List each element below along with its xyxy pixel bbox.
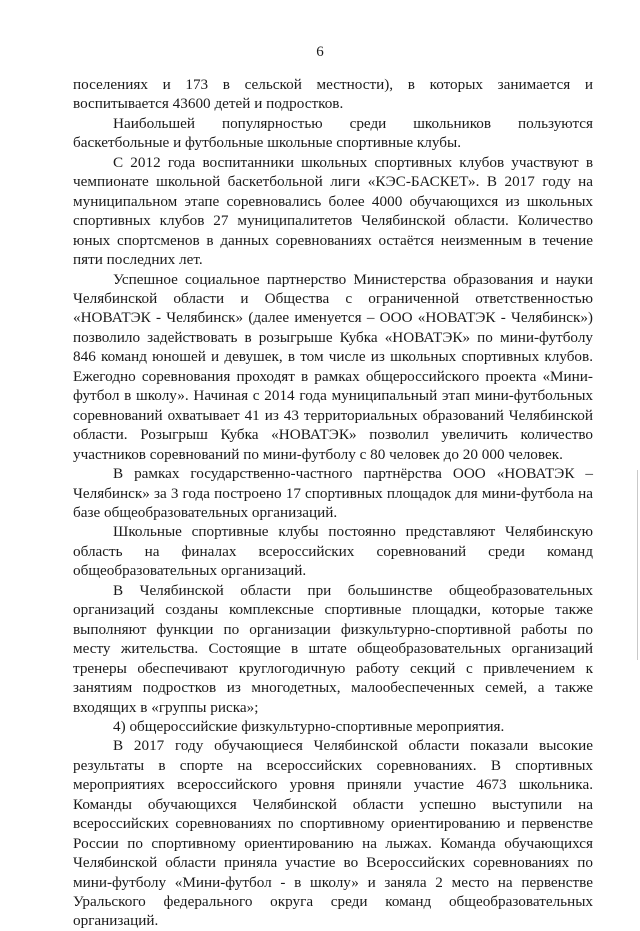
paragraph-popular-clubs: Наибольшей популярностью среди школьников пользуются баскетбольные и футбольные школьные спортивные клубы. <box>73 114 593 152</box>
page-number: 6 <box>316 44 324 60</box>
paragraph-list-item-4: 4) общероссийские физкультурно-спортивные мероприятия. <box>113 717 505 735</box>
paragraph-sport-grounds: В Челябинской области при большинстве общеобразовательных организаций созданы комплексные спортивные площадки, которые также выполняют функции по организации физкультурно-спортивной работы по месту жительства. Состоящие в штате общеобразовательных организаций тренеры обеспечивают круглогодичную работу секций с привлечением к занятиям подростков из многодетных, малообеспеченных семей, а также входящих в «группы риска»; <box>73 581 593 716</box>
scan-edge-mark <box>637 470 638 660</box>
paragraph-continuation: поселениях и 173 в сельской местности), в которых занимается и воспитывается 43600 детей и подростков. <box>73 76 593 113</box>
paragraph-results-2017: В 2017 году обучающиеся Челябинской области показали высокие результаты в спорте на всероссийских соревнованиях. В спортивных мероприятиях всероссийского уровня приняли участие 4673 школьника. Команды обучающихся Челябинской области успешно выступили на всероссийских соревнованиях по спортивному ориентированию и первенстве России по спортивному ориентированию на лыжах. Команда обучающихся Челябинской области приняла участие во Всероссийских соревнованиях по мини-футболу «Мини-футбол - в школу» и заняла 2 место на первенстве Уральского федерального округа среди команд общеобразовательных организаций. <box>73 737 593 930</box>
paragraph-novatek-partnership: Успешное социальное партнерство Министерства образования и науки Челябинской области и Общества с ограниченной ответственностью «НОВАТЭК - Челябинск» (далее именуется – ООО «НОВАТЭК - Челябинск») позволило задействовать в розыгрыше Кубка «НОВАТЭК» по мини-футболу 846 команд юношей и девушек, в том числе из школьных спортивных клубов. Ежегодно соревнования проходят в рамках общероссийского проекта «Мини-футбол в школу». Начиная с 2014 года муниципальный этап мини-футбольных соревнований охватывает 41 из 43 территориальных образований Челябинской области. Розыгрыш Кубка «НОВАТЭК» позволил увеличить количество участников соревнований по мини-футболу с 80 человек до 20 000 человек. <box>73 270 593 463</box>
body-text <box>73 75 593 931</box>
paragraph-public-private: В рамках государственно-частного партнёрства ООО «НОВАТЭК – Челябинск» за 3 года построено 17 спортивных площадок для мини-футбола на базе общеобразовательных организаций. <box>73 465 593 521</box>
paragraph-school-clubs-finals: Школьные спортивные клубы постоянно представляют Челябинскую область на финалах всероссийских соревнований среди команд общеобразовательных организаций. <box>73 523 593 580</box>
paragraph-kes-basket: С 2012 года воспитанники школьных спортивных клубов участвуют в чемпионате школьной баскетбольной лиги «КЭС-БАСКЕТ». В 2017 году на муниципальном этапе соревновались более 4000 обучающихся из школьных спортивных клубов 27 муниципалитетов Челябинской области. Количество юных спортсменов в данных соревнованиях остаётся неизменным в течение пяти последних лет. <box>73 153 593 269</box>
